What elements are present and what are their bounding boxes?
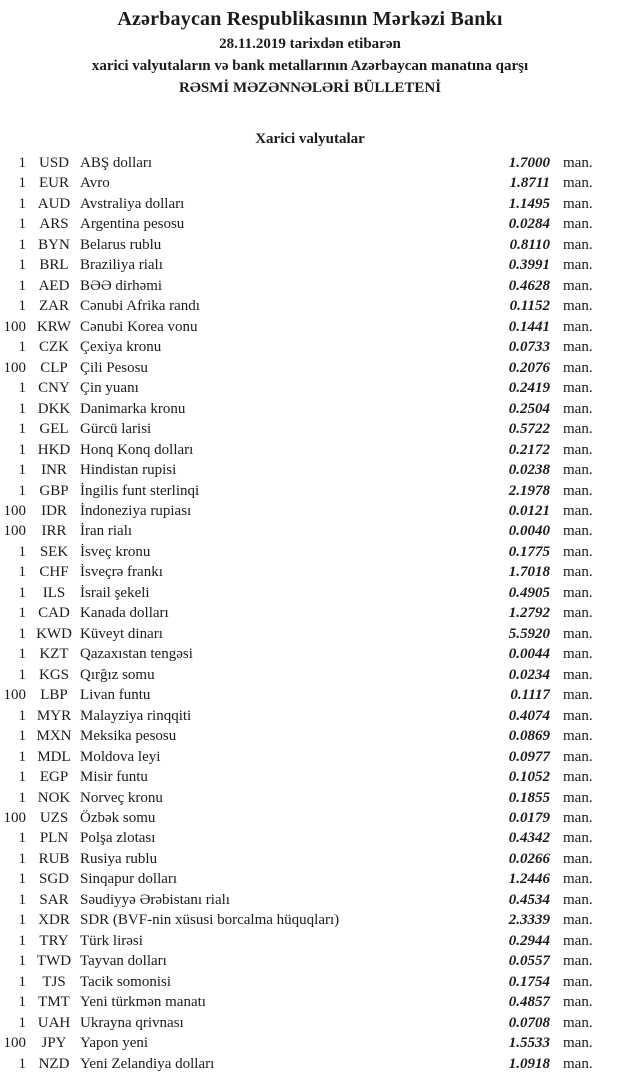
table-row: [0, 1033, 620, 1053]
quantity-value: 1: [18, 195, 26, 212]
unit-label: man.: [563, 1035, 593, 1052]
rate-value: 0.0869: [508, 728, 550, 745]
table-row: [0, 890, 620, 910]
currency-name: Türk lirəsi: [80, 932, 143, 949]
currency-code: JPY: [41, 1035, 67, 1052]
rate-value: 0.1052: [508, 769, 550, 786]
currency-code: SEK: [39, 543, 69, 560]
currency-code: XDR: [38, 912, 70, 929]
rate-value: 0.8110: [509, 236, 550, 253]
quantity-value: 1: [18, 175, 26, 192]
unit-label: man.: [563, 380, 593, 397]
table-row: [0, 1013, 620, 1033]
quantity-value: 1: [18, 789, 26, 806]
currency-code: TJS: [42, 973, 66, 990]
rate-value: 0.0044: [508, 646, 550, 663]
currency-code: PLN: [39, 830, 69, 847]
unit-label: man.: [563, 298, 593, 315]
table-row: [0, 767, 620, 787]
quantity-value: 1: [18, 973, 26, 990]
quantity-value: 1: [18, 748, 26, 765]
currency-name: Çin yuanı: [80, 380, 139, 397]
unit-label: man.: [563, 216, 593, 233]
quantity-value: 100: [3, 318, 26, 335]
currency-name: Cənubi Korea vonu: [80, 318, 198, 335]
unit-label: man.: [563, 236, 593, 253]
table-row: [0, 378, 620, 398]
table-row: [0, 214, 620, 234]
unit-label: man.: [563, 932, 593, 949]
currency-code: TWD: [36, 953, 72, 970]
currency-name: Hindistan rupisi: [80, 462, 177, 479]
currency-name: Çili Pesosu: [80, 359, 148, 376]
bulletin-page: [0, 7, 620, 1080]
unit-label: man.: [563, 912, 593, 929]
unit-label: man.: [563, 605, 593, 622]
quantity-value: 1: [18, 891, 26, 908]
table-row: [0, 235, 620, 255]
unit-label: man.: [563, 462, 593, 479]
currency-name: Gürcü larisi: [80, 421, 152, 438]
currency-code: KWD: [36, 625, 72, 642]
unit-label: man.: [563, 257, 593, 274]
unit-label: man.: [563, 789, 593, 806]
currency-name: Norveç kronu: [80, 789, 163, 806]
rate-value: 0.1775: [508, 543, 550, 560]
currency-code: AED: [38, 277, 70, 294]
rate-value: 1.8711: [509, 175, 550, 192]
currency-name: Küveyt dinarı: [80, 625, 163, 642]
quantity-value: 1: [18, 994, 26, 1011]
currency-name: Yeni türkmən manatı: [80, 994, 206, 1011]
unit-label: man.: [563, 994, 593, 1011]
unit-label: man.: [563, 625, 593, 642]
quantity-value: 1: [18, 769, 26, 786]
rate-value: 2.1978: [508, 482, 550, 499]
unit-label: man.: [563, 666, 593, 683]
currency-code: KRW: [36, 318, 72, 335]
unit-label: man.: [563, 543, 593, 560]
rate-value: 0.0708: [508, 1014, 550, 1031]
rate-value: 1.7000: [508, 155, 550, 171]
currency-name: Yeni Zelandiya dolları: [80, 1055, 215, 1072]
currency-name: Yapon yeni: [80, 1035, 149, 1052]
currency-code: CZK: [39, 339, 69, 356]
unit-label: man.: [563, 421, 593, 438]
currency-code: CHF: [39, 564, 69, 581]
quantity-value: 1: [18, 421, 26, 438]
rate-value: 0.1855: [508, 789, 550, 806]
currency-code: IDR: [41, 502, 67, 519]
unit-label: man.: [563, 502, 593, 519]
rate-value: 0.0733: [508, 339, 550, 356]
quantity-value: 1: [18, 1014, 26, 1031]
quantity-value: 1: [18, 707, 26, 724]
currency-code: KGS: [38, 666, 69, 683]
currency-code: CNY: [38, 380, 70, 397]
currency-code: DKK: [37, 400, 71, 417]
currency-code: GBP: [39, 482, 69, 499]
unit-label: man.: [563, 830, 593, 847]
table-row: [0, 726, 620, 746]
unit-label: man.: [563, 195, 593, 212]
table-row: [0, 849, 620, 869]
table-row: [0, 685, 620, 705]
table-row: [0, 194, 620, 214]
currency-code: KZT: [39, 646, 69, 663]
currency-name: Çexiya kronu: [80, 339, 162, 356]
quantity-value: 1: [18, 666, 26, 683]
currency-name: Misir funtu: [80, 769, 148, 786]
quantity-value: 1: [18, 625, 26, 642]
rate-value: 0.1754: [508, 973, 550, 990]
quantity-value: 1: [18, 584, 26, 601]
rate-value: 0.0557: [508, 953, 550, 970]
table-row: [0, 521, 620, 541]
table-row: [0, 337, 620, 357]
table-row: [0, 542, 620, 562]
quantity-value: 1: [18, 441, 26, 458]
quantity-value: 1: [18, 1055, 26, 1072]
effective-date-line: 28.11.2019 tarixdən etibarən: [219, 36, 401, 52]
currency-name: Danimarka kronu: [80, 400, 186, 417]
currency-code: LBP: [40, 687, 68, 704]
rate-value: 0.4534: [508, 891, 550, 908]
currency-code: ARS: [39, 216, 69, 233]
unit-label: man.: [563, 400, 593, 417]
table-row: [0, 788, 620, 808]
currency-code: SAR: [39, 891, 69, 908]
currency-code: MXN: [36, 728, 72, 745]
currency-name: Özbək somu: [80, 810, 156, 826]
rate-value: 5.5920: [508, 625, 550, 642]
currency-name: İsrail şekeli: [80, 584, 150, 601]
bank-name-title: Azərbaycan Respublikasının Mərkəzi Bankı: [117, 8, 503, 30]
currency-name: İsveç kronu: [80, 543, 151, 560]
table-row: [0, 317, 620, 337]
currency-code: NZD: [38, 1055, 70, 1072]
rate-value: 1.2446: [508, 871, 550, 888]
rate-value: 0.2172: [508, 441, 550, 458]
unit-label: man.: [563, 973, 593, 990]
quantity-value: 1: [18, 216, 26, 233]
currency-code: TRY: [39, 932, 69, 949]
rate-value: 0.5722: [508, 421, 550, 438]
table-row: [0, 173, 620, 193]
unit-label: man.: [563, 871, 593, 888]
unit-label: man.: [563, 523, 593, 540]
quantity-value: 1: [18, 339, 26, 356]
currency-name: Avro: [80, 175, 110, 192]
currency-code: CAD: [38, 605, 70, 622]
rate-value: 0.0121: [508, 502, 550, 519]
currency-name: Livan funtu: [80, 687, 151, 704]
quantity-value: 1: [18, 728, 26, 745]
rate-value: 0.2076: [508, 359, 550, 376]
rate-value: 0.4628: [508, 277, 550, 294]
rate-value: 0.2504: [508, 400, 550, 417]
table-row: [0, 747, 620, 767]
rate-value: 0.0266: [508, 850, 550, 867]
table-row: [0, 501, 620, 521]
quantity-value: 100: [3, 1035, 26, 1052]
currency-name: İran rialı: [80, 523, 133, 540]
table-row: [0, 706, 620, 726]
currency-name: Polşa zlotası: [80, 830, 156, 847]
currency-name: Braziliya rialı: [80, 257, 163, 274]
unit-label: man.: [563, 277, 593, 294]
unit-label: man.: [563, 1014, 593, 1031]
table-row: [0, 972, 620, 992]
table-row: [0, 460, 620, 480]
currency-code: UZS: [39, 810, 69, 826]
rate-value: 0.0238: [508, 462, 550, 479]
rate-value: 1.2792: [508, 605, 550, 622]
unit-label: man.: [563, 359, 593, 376]
quantity-value: 1: [18, 953, 26, 970]
table-row: [0, 992, 620, 1012]
table-row: [0, 603, 620, 623]
unit-label: man.: [563, 482, 593, 499]
currency-name: Qırğız somu: [80, 666, 155, 683]
rate-value: 1.5533: [508, 1035, 550, 1052]
quantity-value: 1: [18, 564, 26, 581]
unit-label: man.: [563, 810, 593, 826]
quantity-value: 1: [18, 482, 26, 499]
quantity-value: 1: [18, 298, 26, 315]
currency-name: Cənubi Afrika randı: [80, 298, 200, 315]
quantity-value: 1: [18, 605, 26, 622]
table-row: [0, 583, 620, 603]
currency-name: İsveçrə frankı: [80, 564, 163, 581]
quantity-value: 1: [18, 912, 26, 929]
currency-code: EUR: [39, 175, 69, 192]
rate-value: 2.3339: [508, 912, 550, 929]
rate-value: 0.0284: [508, 216, 550, 233]
bulletin-header: [0, 7, 620, 99]
bulletin-subtitles: [0, 33, 620, 99]
table-row: [0, 255, 620, 275]
currency-name: Meksika pesosu: [80, 728, 177, 745]
rate-value: 0.0234: [508, 666, 550, 683]
currency-name: Ukrayna qrivnası: [80, 1014, 184, 1031]
quantity-value: 100: [3, 502, 26, 519]
currency-code: ZAR: [39, 298, 69, 315]
unit-label: man.: [563, 564, 593, 581]
currency-code: SGD: [38, 871, 69, 888]
unit-label: man.: [563, 769, 593, 786]
currency-name: ABŞ dolları: [80, 155, 153, 171]
table-row: [0, 358, 620, 378]
unit-label: man.: [563, 953, 593, 970]
currency-name: SDR (BVF-nin xüsusi borcalma hüquqları): [80, 912, 340, 929]
unit-label: man.: [563, 728, 593, 745]
currency-name: Tacik somonisi: [80, 973, 172, 990]
table-row: [0, 828, 620, 848]
table-row: [0, 665, 620, 685]
quantity-value: 1: [18, 830, 26, 847]
quantity-value: 1: [18, 277, 26, 294]
unit-label: man.: [563, 584, 593, 601]
unit-label: man.: [563, 646, 593, 663]
quantity-value: 1: [18, 462, 26, 479]
currency-name: Rusiya rublu: [80, 850, 158, 867]
rate-value: 0.2419: [508, 380, 550, 397]
unit-label: man.: [563, 850, 593, 867]
currency-code: IRR: [41, 523, 67, 540]
currency-code: TMT: [38, 994, 70, 1011]
table-row: [0, 644, 620, 664]
rates-table: [0, 153, 620, 1074]
currency-name: Tayvan dolları: [80, 953, 167, 970]
currency-code: CLP: [40, 359, 68, 376]
currency-code: BRL: [39, 257, 69, 274]
quantity-value: 1: [18, 380, 26, 397]
currency-code: BYN: [38, 236, 70, 253]
quantity-value: 100: [3, 359, 26, 376]
unit-label: man.: [563, 1055, 593, 1072]
table-row: [0, 419, 620, 439]
rate-value: 0.1152: [509, 298, 550, 315]
section-title-foreign-currencies: Xarici valyutalar: [255, 131, 365, 147]
rate-value: 1.1495: [508, 195, 550, 212]
currency-name: Belarus rublu: [80, 236, 162, 253]
rate-value: 0.0179: [508, 810, 550, 826]
rate-value: 0.4857: [508, 994, 550, 1011]
currency-code: GEL: [39, 421, 69, 438]
table-row: [0, 1054, 620, 1074]
currency-name: Malayziya rinqqiti: [80, 707, 192, 724]
table-row: [0, 562, 620, 582]
quantity-value: 1: [18, 543, 26, 560]
quantity-value: 1: [18, 850, 26, 867]
rate-value: 0.1117: [510, 687, 550, 704]
currency-name: Qazaxıstan tengəsi: [80, 646, 193, 663]
currency-name: Moldova leyi: [80, 748, 161, 765]
rate-value: 0.0040: [508, 523, 550, 540]
currency-name: Səudiyyə Ərəbistanı rialı: [80, 891, 230, 908]
currency-code: HKD: [37, 441, 71, 458]
quantity-value: 1: [18, 236, 26, 253]
quantity-value: 1: [18, 871, 26, 888]
rate-value: 1.7018: [508, 564, 550, 581]
unit-label: man.: [563, 175, 593, 192]
currency-name: İndoneziya rupiası: [80, 502, 192, 519]
bulletin-title-line: RƏSMİ MƏZƏNNƏLƏRİ BÜLLETENİ: [178, 80, 442, 96]
table-row: [0, 910, 620, 930]
currency-code: AUD: [37, 195, 71, 212]
quantity-value: 1: [18, 646, 26, 663]
table-row: [0, 808, 620, 828]
rate-value: 0.0977: [508, 748, 550, 765]
unit-label: man.: [563, 155, 593, 171]
table-row: [0, 440, 620, 460]
currency-code: USD: [38, 155, 69, 171]
quantity-value: 100: [3, 810, 26, 826]
table-row: [0, 276, 620, 296]
currency-code: MYR: [36, 707, 72, 724]
quantity-value: 1: [18, 932, 26, 949]
rate-value: 0.4074: [508, 707, 550, 724]
rate-value: 0.4342: [508, 830, 550, 847]
quantity-value: 1: [18, 155, 26, 171]
unit-label: man.: [563, 441, 593, 458]
table-row: [0, 399, 620, 419]
currency-name: Sinqapur dolları: [80, 871, 178, 888]
unit-label: man.: [563, 748, 593, 765]
unit-label: man.: [563, 891, 593, 908]
unit-label: man.: [563, 318, 593, 335]
quantity-value: 1: [18, 400, 26, 417]
quantity-value: 100: [3, 687, 26, 704]
currency-code: EGP: [39, 769, 69, 786]
rate-value: 1.0918: [508, 1055, 550, 1072]
currency-code: INR: [41, 462, 67, 479]
table-row: [0, 481, 620, 501]
currency-name: BƏƏ dirhəmi: [80, 277, 163, 294]
unit-label: man.: [563, 339, 593, 356]
currency-name: Avstraliya dolları: [80, 195, 185, 212]
table-row: [0, 624, 620, 644]
currency-name: İngilis funt sterlinqi: [80, 482, 200, 499]
currency-code: UAH: [37, 1014, 71, 1031]
subtitle-line: xarici valyutaların və bank metallarının Azərbaycan manatına qarşı: [91, 58, 529, 74]
table-row: [0, 153, 620, 173]
table-row: [0, 951, 620, 971]
currency-name: Kanada dolları: [80, 605, 169, 622]
currency-code: ILS: [42, 584, 66, 601]
unit-label: man.: [563, 707, 593, 724]
rate-value: 0.3991: [508, 257, 550, 274]
rate-value: 0.2944: [508, 932, 550, 949]
currency-name: Argentina pesosu: [80, 216, 185, 233]
table-row: [0, 296, 620, 316]
rate-value: 0.4905: [508, 584, 550, 601]
currency-code: MDL: [37, 748, 71, 765]
table-row: [0, 931, 620, 951]
quantity-value: 100: [3, 523, 26, 540]
unit-label: man.: [563, 687, 593, 704]
table-row: [0, 869, 620, 889]
currency-name: Honq Konq dolları: [80, 441, 194, 458]
currency-code: NOK: [37, 789, 71, 806]
currency-code: RUB: [38, 850, 70, 867]
quantity-value: 1: [18, 257, 26, 274]
rate-value: 0.1441: [508, 318, 550, 335]
